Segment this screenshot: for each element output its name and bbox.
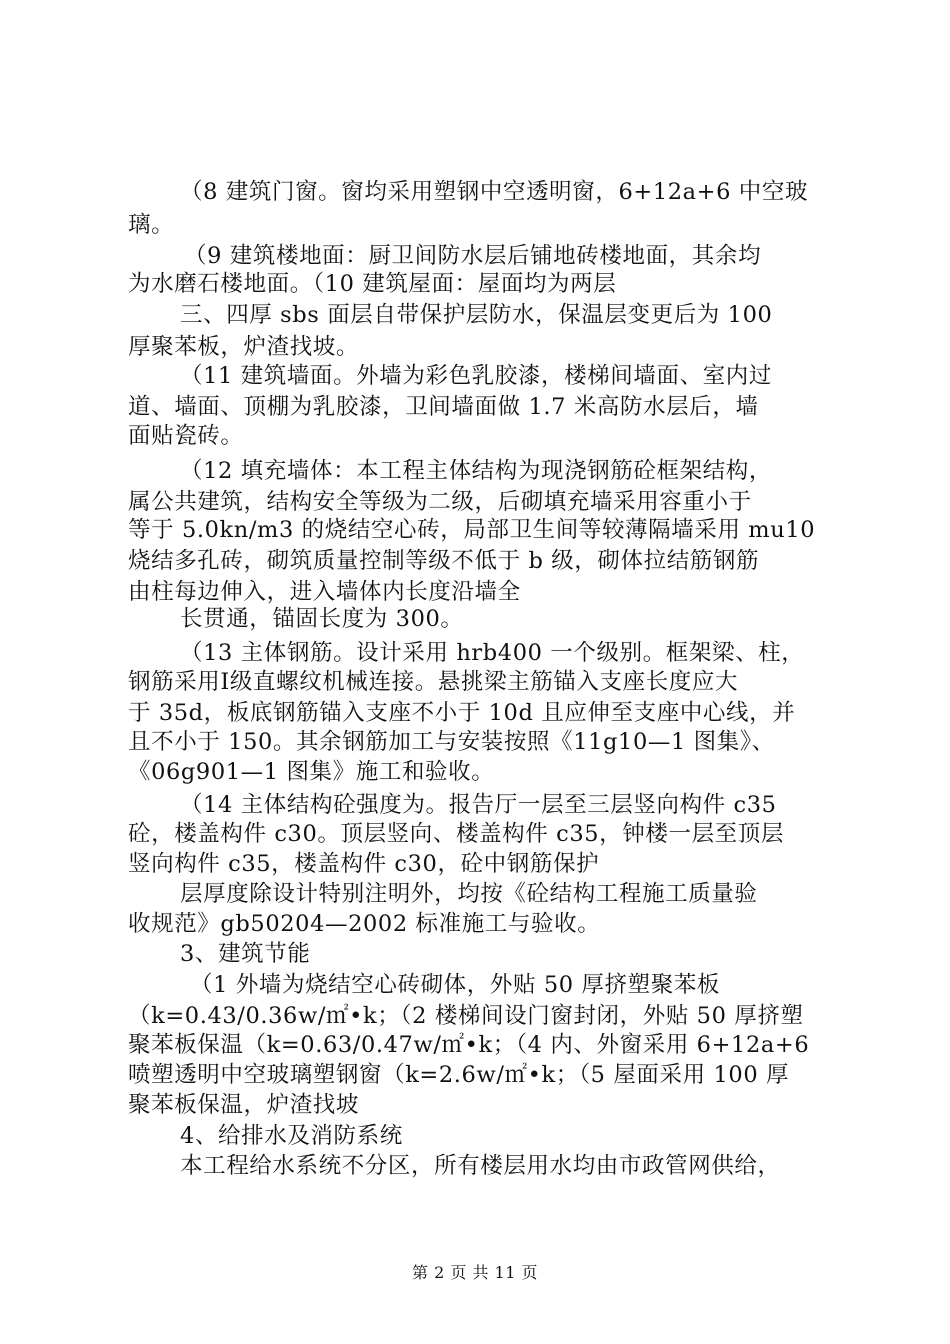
text-line: 本工程给水系统不分区，所有楼层用水均由市政管网供给，	[180, 1153, 781, 1179]
text-line: 厚聚苯板，炉渣找坡。	[128, 334, 360, 360]
text-line: （8 建筑门窗。窗均采用塑钢中空透明窗，6+12a+6 中空玻	[180, 179, 809, 205]
text-line: （13 主体钢筋。设计采用 hrb400 一个级别。框架梁、柱，	[180, 640, 805, 666]
text-line: 收规范》gb50204—2002 标准施工与验收。	[128, 911, 601, 937]
text-line: 等于 5.0kn/m3 的烧结空心砖，局部卫生间等较薄隔墙采用 mu10	[128, 517, 816, 543]
text-line: 于 35d，板底钢筋锚入支座不小于 10d 且应伸至支座中心线，并	[128, 700, 796, 726]
text-line: 长贯通，锚固长度为 300。	[180, 606, 464, 632]
section-heading: 3、建筑节能	[180, 941, 311, 967]
text-line: （9 建筑楼地面：厨卫间防水层后铺地砖楼地面，其余均	[184, 243, 762, 269]
text-line: 道、墙面、顶棚为乳胶漆，卫间墙面做 1.7 米高防水层后，墙	[128, 394, 759, 420]
section-heading: 4、给排水及消防系统	[180, 1123, 403, 1149]
text-line: 聚苯板保温（k=0.63/0.47w/㎡•k；（4 内、外窗采用 6+12a+6	[128, 1032, 810, 1058]
text-line: 《06g901—1 图集》施工和验收。	[128, 759, 495, 785]
text-line: （11 建筑墙面。外墙为彩色乳胶漆，楼梯间墙面、室内过	[180, 363, 772, 389]
text-line: 喷塑透明中空玻璃塑钢窗（k=2.6w/㎡•k；（5 屋面采用 100 厚	[128, 1062, 790, 1088]
text-line: （14 主体结构砼强度为。报告厅一层至三层竖向构件 c35	[180, 792, 777, 818]
text-line: 且不小于 150。其余钢筋加工与安装按照《11g10—1 图集》、	[128, 729, 775, 755]
text-line: 璃。	[128, 212, 175, 238]
text-line: 属公共建筑，结构安全等级为二级，后砌填充墙采用容重小于	[128, 489, 752, 515]
page-number-footer: 第 2 页 共 11 页	[412, 1263, 538, 1282]
text-line: （12 填充墙体：本工程主体结构为现浇钢筋砼框架结构，	[180, 458, 772, 484]
text-line: 层厚度除设计特别注明外，均按《砼结构工程施工质量验	[180, 881, 758, 907]
text-line: 为水磨石楼地面。（10 建筑屋面：屋面均为两层	[128, 271, 617, 297]
text-line: （1 外墙为烧结空心砖砌体，外贴 50 厚挤塑聚苯板	[190, 972, 721, 998]
text-line: 烧结多孔砖，砌筑质量控制等级不低于 b 级，砌体拉结筋钢筋	[128, 548, 760, 574]
text-line: 由柱每边伸入，进入墙体内长度沿墙全	[128, 579, 521, 605]
text-line: 钢筋采用Ⅰ级直螺纹机械连接。悬挑梁主筋锚入支座长度应大	[128, 669, 739, 695]
text-line: 竖向构件 c35，楼盖构件 c30，砼中钢筋保护	[128, 851, 600, 877]
text-line: 三、四厚 sbs 面层自带保护层防水，保温层变更后为 100	[180, 302, 773, 328]
text-line: 聚苯板保温，炉渣找坡	[128, 1092, 360, 1118]
text-line: 砼，楼盖构件 c30。顶层竖向、楼盖构件 c35，钟楼一层至顶层	[128, 821, 784, 847]
text-line: （k=0.43/0.36w/㎡•k；（2 楼梯间设门窗封闭，外贴 50 厚挤塑	[128, 1003, 804, 1029]
text-line: 面贴瓷砖。	[128, 423, 244, 449]
